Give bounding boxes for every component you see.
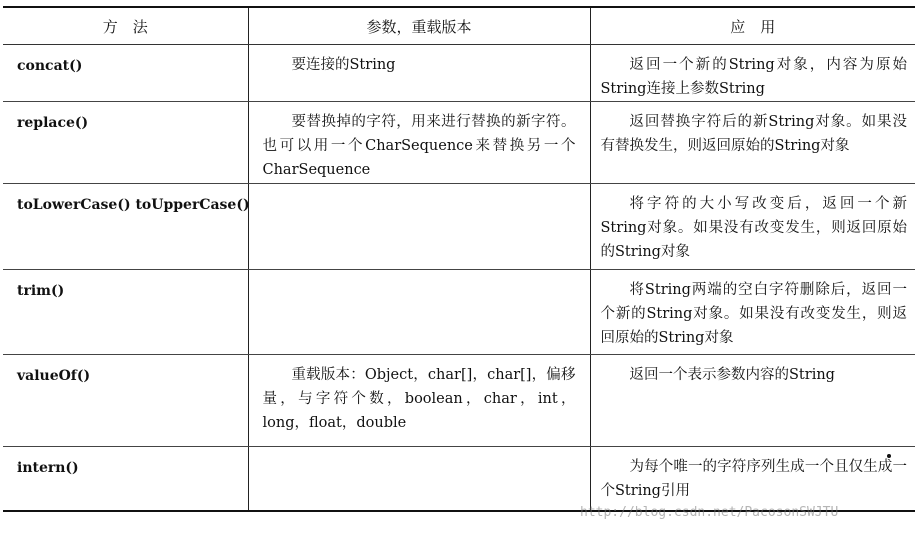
usage-cell: 返回替换字符后的新String对象。如果没有替换发生，则返回原始的String对象 (590, 102, 915, 184)
method-cell: trim() (3, 270, 248, 355)
params-cell: 要替换掉的字符，用来进行替换的新字符。也可以用一个CharSequence来替换另一个CharSequence (248, 102, 590, 184)
stray-dot-mark (887, 454, 891, 458)
usage-cell: 将String两端的空白字符删除后，返回一个新的String对象。如果没有改变发生，则返回原始的String对象 (590, 270, 915, 355)
header-usage: 应 用 (590, 7, 915, 45)
method-cell: toLowerCase() toUpperCase() (3, 184, 248, 270)
table-row (3, 270, 915, 355)
params-cell (248, 447, 590, 511)
table-row (3, 102, 915, 184)
usage-cell: 返回一个新的String对象，内容为原始String连接上参数String (590, 45, 915, 102)
string-methods-table-container (3, 6, 915, 512)
method-cell: replace() (3, 102, 248, 184)
header-method: 方 法 (3, 7, 248, 45)
header-params: 参数，重载版本 (248, 7, 590, 45)
method-cell: intern() (3, 447, 248, 511)
params-cell: 重载版本：Object，char[]，char[]，偏移量，与字符个数，boolean，char，int，long，float，double (248, 355, 590, 447)
table-row (3, 355, 915, 447)
header-row (3, 7, 915, 45)
table-row (3, 45, 915, 102)
string-methods-table (3, 6, 915, 512)
table-row (3, 447, 915, 511)
params-cell (248, 270, 590, 355)
usage-cell: 为每个唯一的字符序列生成一个且仅生成一个String引用 (590, 447, 915, 511)
usage-cell: 返回一个表示参数内容的String (590, 355, 915, 447)
method-cell: valueOf() (3, 355, 248, 447)
table-header (3, 7, 915, 45)
watermark-text: http://blog.csdn.net/PacosonSWJTU (580, 505, 839, 520)
table-body (3, 45, 915, 511)
params-cell (248, 184, 590, 270)
table-row (3, 184, 915, 270)
usage-cell: 将字符的大小写改变后，返回一个新String对象。如果没有改变发生，则返回原始的String对象 (590, 184, 915, 270)
params-cell: 要连接的String (248, 45, 590, 102)
method-cell: concat() (3, 45, 248, 102)
